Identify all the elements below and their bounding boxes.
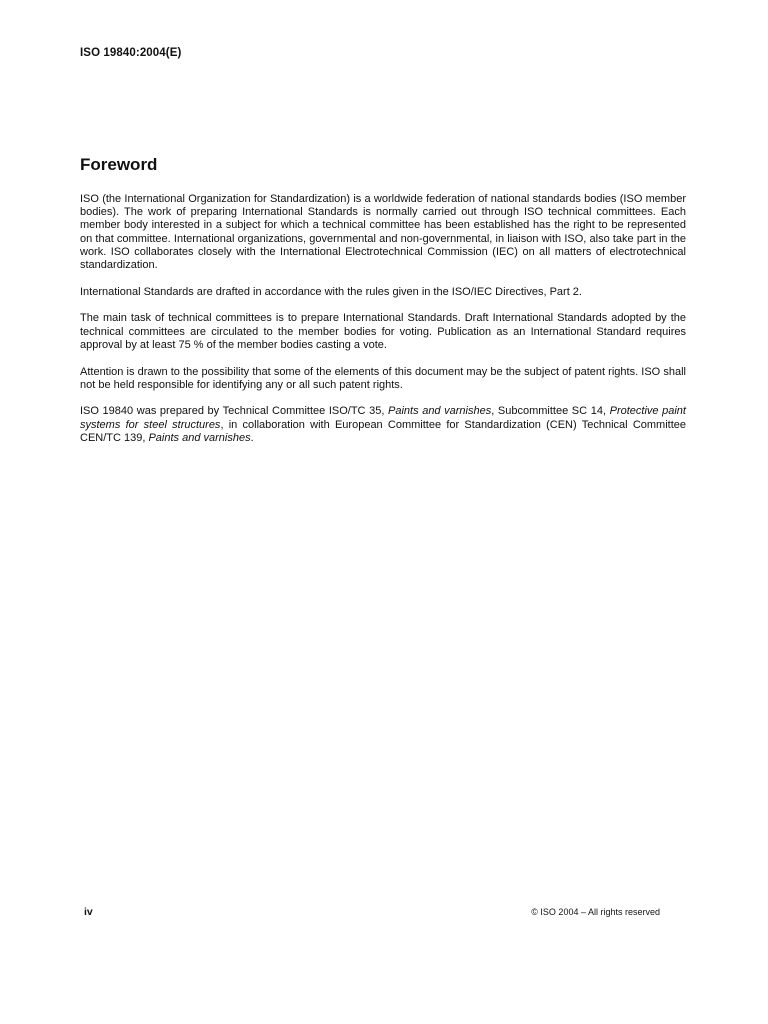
paragraph-technical-committees: The main task of technical committees is to prepare International Standards. Draft International Standards adopted by the technical committees are circulated to the member bodies for voting. Publication as an International Standard requires approval by at least 75 % of the member bodies casting a vote. — [80, 312, 686, 351]
copyright-notice: © ISO 2004 – All rights reserved — [531, 907, 660, 917]
preparation-text-4: . — [250, 431, 254, 444]
preparation-text-1: ISO 19840 was prepared by Technical Committee ISO/TC 35, — [80, 405, 389, 418]
preparation-text-2: , Subcommittee SC 14, — [491, 405, 610, 418]
cen-committee-name-italic: Paints and varnishes — [148, 431, 251, 444]
paragraph-directives: International Standards are drafted in accordance with the rules given in the ISO/IEC Directives, Part 2. — [80, 285, 582, 298]
foreword-body — [80, 193, 686, 459]
committee-name-italic: Paints and varnishes — [388, 405, 492, 418]
paragraph-patent-rights: Attention is drawn to the possibility that some of the elements of this document may be the subject of patent rights. ISO shall not be held responsible for identifying any or all such patent rights. — [80, 365, 686, 391]
section-title: Foreword — [80, 155, 158, 174]
page-number: iv — [84, 906, 93, 918]
paragraph-preparation — [80, 405, 686, 445]
subcommittee-name-italic: Protective paint systems for steel structures — [80, 405, 686, 431]
document-id: ISO 19840:2004(E) — [80, 47, 182, 59]
paragraph-federation: ISO (the International Organization for Standardization) is a worldwide federation of national standards bodies (ISO member bodies). The work of preparing International Standards is normally carried out through ISO technical committees. Each member body interested in a subject for which a technical committee has been established has the right to be represented on that committee. International organizations, governmental and non-governmental, in liaison with ISO, also take part in the work. ISO collaborates closely with the International Electrotechnical Commission (IEC) on all matters of electrotechnical standardization. — [80, 193, 686, 272]
preparation-text-3: , in collaboration with European Committee for Standardization (CEN) Technical Committee CEN/TC 139, — [80, 418, 686, 444]
